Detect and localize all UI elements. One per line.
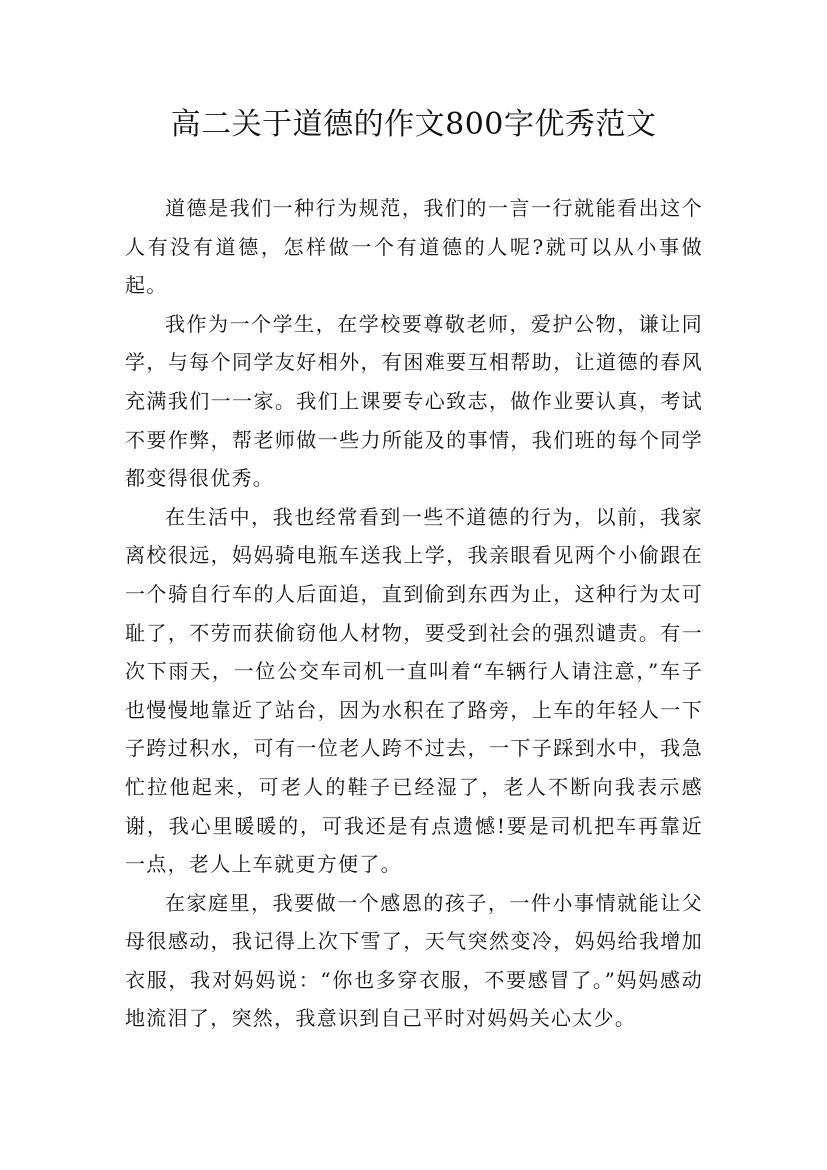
paragraph-1: 道德是我们一种行为规范，我们的一言一行就能看出这个人有没有道德，怎样做一个有道德的人呢?就可以从小事做起。 — [125, 196, 703, 298]
document-body — [125, 189, 703, 1038]
paragraph-3: 在生活中，我也经常看到一些不道德的行为，以前，我家离校很远，妈妈骑电瓶车送我上学，我亲眼看见两个小偷跟在一个骑自行车的人后面追，直到偷到东西为止，这种行为太可耻了，不劳而获偷窃他人材物，要受到社会的强烈谴责。有一次下雨天，一位公交车司机一直叫着“车辆行人请注意，”车子也慢慢地靠近了站台，因为水积在了路旁，上车的年轻人一下子跨过积水，可有一位老人跨不过去，一下子踩到水中，我急忙拉他起来，可老人的鞋子已经湿了，老人不断向我表示感谢，我心里暖暖的，可我还是有点遗憾!要是司机把车再靠近一点，老人上车就更方便了。 — [125, 504, 703, 877]
paragraph-4: 在家庭里，我要做一个感恩的孩子，一件小事情就能让父母很感动，我记得上次下雪了，天气突然变冷，妈妈给我增加衣服，我对妈妈说：“你也多穿衣服，不要感冒了。”妈妈感动地流泪了，突然，我意识到自己平时对妈妈关心太少。 — [125, 890, 703, 1031]
paragraph-2: 我作为一个学生，在学校要尊敬老师，爱护公物，谦让同学，与每个同学友好相外，有困难要互相帮助，让道德的春风充满我们一一家。我们上课要专心致志，做作业要认真，考试不要作弊，帮老师做一些力所能及的事情，我们班的每个同学都变得很优秀。 — [125, 311, 703, 491]
document-title: 高二关于道德的作文800字优秀范文 — [170, 107, 657, 142]
